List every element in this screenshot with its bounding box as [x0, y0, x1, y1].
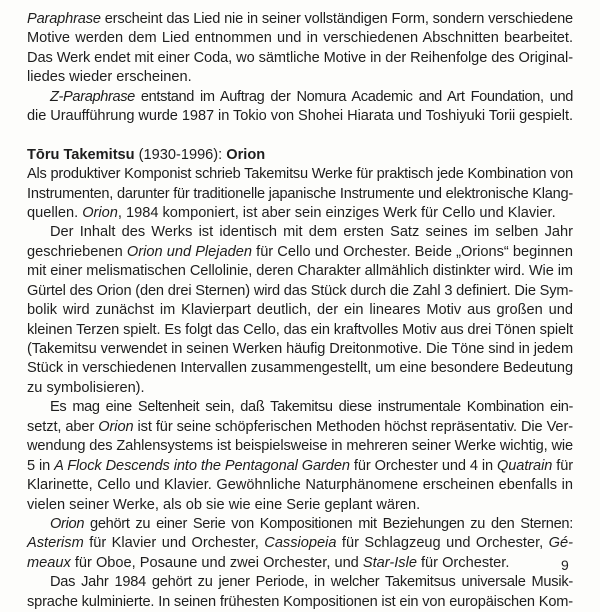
- text-run: kleinen Terzen spielt. Es folgt das Cello, das ein kraftvolles Motiv aus drei Tönen spielt: [27, 321, 574, 338]
- text-run: quellen.: [27, 204, 83, 221]
- document-page: [27, 10, 573, 612]
- text-line: [27, 593, 573, 612]
- intro-section: [27, 10, 573, 127]
- text-line: [27, 185, 573, 204]
- paragraph: [27, 515, 573, 573]
- text-line: [27, 534, 573, 553]
- text-line: [27, 262, 573, 281]
- text-line: [27, 10, 573, 29]
- italic-title: Star-Isle: [362, 554, 417, 571]
- text-run: sprache kulminierte. In seinen frühesten Kompositionen ist ein von europäischen Kom-: [27, 593, 573, 610]
- italic-title: Orion: [50, 515, 85, 532]
- text-run: setzt, aber: [27, 418, 99, 435]
- text-line: [27, 49, 573, 68]
- italic-title: Orion: [98, 418, 134, 435]
- italic-title: Orion: [82, 204, 118, 221]
- italic-title: Gé-: [548, 535, 573, 552]
- text-run: Als produktiver Komponist schrieb Takemitsu Werke für praktisch jede Kombination von: [27, 166, 574, 183]
- text-run: die Uraufführung wurde 1987 in Tokio von Shohei Hiarata und Toshiyuki Torii gespielt.: [27, 108, 573, 125]
- paragraph: [27, 88, 573, 127]
- heading-work: Orion: [226, 146, 266, 163]
- section-gap: [27, 127, 573, 146]
- text-run: Gürtel des Orion (den drei Sternen) wird das Stück durch die Zahl 3 definiert. Die Sym-: [27, 282, 574, 299]
- paragraph: [27, 223, 573, 398]
- text-line: [27, 68, 573, 87]
- page-number: 9: [561, 557, 569, 573]
- text-run: erscheint das Lied nie in seiner vollständigen Form, sondern verschiedene: [100, 11, 573, 27]
- italic-title: Asterism: [27, 535, 84, 552]
- text-line: [27, 457, 573, 476]
- text-run: vielen seiner Werke, als ob sie wie eine Serie geplant wären.: [27, 496, 421, 513]
- text-run: , 1984 komponiert, ist aber sein einziges Werk für Cello und Klavier.: [117, 204, 556, 221]
- text-line: [27, 496, 573, 515]
- text-run: Es mag eine Seltenheit sein, daß Takemitsu diese instrumentale Kombination ein-: [50, 399, 573, 416]
- paragraph: [27, 573, 573, 612]
- text-line: [27, 321, 573, 340]
- text-line: [27, 398, 573, 417]
- text-run: (Takemitsu verwendet in seinen Werken häufig Dreitonmotive. Die Töne sind in jedem: [27, 341, 574, 357]
- italic-title: Quatrain: [497, 457, 553, 474]
- italic-title: A Flock Descends into the Pentagonal Garden: [54, 457, 350, 474]
- text-line: [27, 554, 573, 573]
- text-line: [27, 243, 573, 262]
- italic-title: Paraphrase: [27, 11, 101, 27]
- text-run: geschriebenen: [27, 243, 127, 260]
- text-run: für Cello und Orchester. Beide „Orions“ beginnen: [252, 243, 573, 260]
- text-run: Instrumenten, darunter für traditionelle japanische Instrumente und elektronische Klang-: [27, 185, 574, 202]
- text-line: [27, 359, 573, 378]
- text-run: entstand im Auftrag der Nomura Academic and Art Foundation, und: [134, 88, 573, 105]
- text-run: Klarinette, Cello und Klavier. Gewöhnliche Naturphänomene erscheinen ebenfalls in: [27, 477, 573, 494]
- text-run: Stück in verschiedenen Intervallen zusammengestellt, um eine besondere Bedeutung: [27, 360, 573, 377]
- text-line: [27, 515, 573, 534]
- text-run: 5 in: [27, 457, 55, 474]
- italic-title: Cassiopeia: [264, 535, 337, 552]
- text-line: [27, 476, 573, 495]
- text-run: für Schlagzeug und Orchester,: [336, 535, 549, 552]
- text-line: [27, 107, 573, 126]
- text-run: bolik wird zunächst im Klavierpart deutlich, der ein lineares Motiv aus großen und: [27, 302, 573, 319]
- text-run: für Orchester.: [416, 554, 510, 571]
- text-run: Motive werden dem Lied entnommen und in verschiedenen Abschnitten bearbeitet.: [27, 30, 573, 47]
- text-run: liedes wieder erscheinen.: [27, 69, 192, 86]
- text-line: [27, 204, 573, 223]
- text-run: für: [552, 457, 573, 474]
- section-heading: [27, 146, 573, 165]
- text-line: [27, 379, 573, 398]
- text-run: für Orchester und 4 in: [349, 457, 497, 474]
- text-line: [27, 301, 573, 320]
- text-line: [27, 165, 573, 184]
- text-run: ist für seine schöpferischen Methoden höchst repräsentativ. Die Ver-: [133, 418, 574, 435]
- italic-title: Orion und Plejaden: [126, 243, 252, 260]
- text-line: [27, 418, 573, 437]
- text-line: [27, 282, 573, 301]
- paragraph: [27, 10, 573, 88]
- text-run: für Oboe, Posaune und zwei Orchester, und: [70, 554, 363, 571]
- paragraph: [27, 398, 573, 515]
- text-run: Das Werk endet mit einer Coda, wo sämtliche Motive in der Reihenfolge des Original-: [27, 49, 573, 66]
- heading-composer: Tōru Takemitsu: [27, 146, 135, 163]
- heading-dates: (1930-1996):: [134, 146, 227, 163]
- text-run: gehört zu einer Serie von Kompositionen mit Beziehungen zu den Sternen:: [84, 515, 573, 532]
- italic-title: meaux: [27, 554, 71, 571]
- text-run: wendung des Zahlensystems ist beispielsweise in mehreren seiner Werke wichtig, wie: [27, 438, 573, 455]
- text-line: [27, 223, 573, 242]
- italic-title: Z-Paraphrase: [50, 88, 135, 105]
- text-line: [27, 340, 573, 359]
- text-line: [27, 29, 573, 48]
- text-run: mit einer melismatischen Cellolinie, deren Charakter allmählich distinkter wird. Wie im: [27, 263, 573, 280]
- text-run: zu symbolisieren).: [27, 379, 145, 396]
- text-run: Der Inhalt des Werks ist identisch mit dem ersten Satz seines im selben Jahr: [50, 224, 573, 241]
- text-line: [27, 88, 573, 107]
- text-run: Das Jahr 1984 gehört zu jener Periode, in welcher Takemitsus universale Musik-: [50, 574, 573, 591]
- text-run: für Klavier und Orchester,: [83, 535, 265, 552]
- section-body: [27, 165, 573, 612]
- text-line: [27, 437, 573, 456]
- paragraph: [27, 165, 573, 223]
